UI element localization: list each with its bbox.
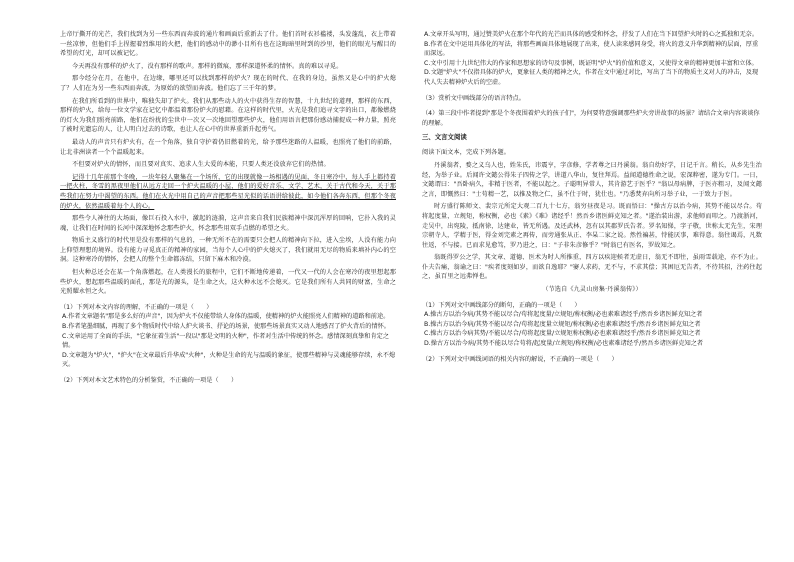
right-column (422, 30, 762, 364)
question-stem: （1）下列对文中画线部分的断句，正确的一项是（ ） (422, 301, 581, 309)
question-option: B.作者在文中运用具体化的写法，将那些画面具体地展现了出来，使人读来感同身受，将火的意义升华到精神的层面，厚重而深远。 (424, 40, 759, 58)
underlined-paragraph: 记得十几年前那个冬晚，一块年轻人聚集在一个场所，它的出现就像一场相遇的见面，冬日寒冷中，每人手上都持着一把火柱，冬雪的黑夜里他们从远方走回一个炉火温暖的小屋，他们的爱好音乐、文学、艺术，关于古代和今天，关于那些我们在努力中渴望的东西。他们在火光中用自己的声音把那些星光似的话语讲给彼此，如今他们各奔东西，但那个冬夜的炉火，依然温暖着每个人的心。 (60, 173, 396, 210)
question-option: A.文章开头写明，通过赞美炉火在那个年代的光芒而具体的感受和怀念，抒发了人们在当下回望炉火时的心之孤独和无奈。 (424, 31, 759, 38)
question-option: D.文章题为"炉火"，"炉火"在文章最后升华成"火种"，火种是生命的光与温暖的象征，使那些精神与灵魂能够存续，永不熄灭。 (62, 351, 396, 369)
question-stem: （4）第三段中作者提到"那是个冬夜围着炉火的孩子们"，为何要特意强调那些炉火旁讲故事的场景？请结合文章内容谈谈你的理解。 (422, 110, 760, 127)
article-paragraph: 那今经分在月，在他中，在边缘，哪里还可以找到那样的炉火？现在的时代、在我的身边，虽然又是心中的炉火熄了？人们在为另一些东西而奔波，为原始的欲望而奔波。他们忘了三千年的梦。 (60, 75, 396, 92)
question-option: C.操古方以治今病其势/不能以尽合/苟将起度量/立规矩称权衡/必也素难诸经乎/然吾乡诸医鲜克知之者 (424, 330, 701, 338)
question-stem: （1）下列对本文内容的理解，不正确的一项是（ ） (60, 303, 213, 311)
instruction: 阅读下面文本，完成下列各题。 (422, 149, 511, 157)
question-option: D.操古方以治今病/其势不能以尽合苟将/起度量/立规矩/称权衡/必也素难诸经乎/然吾乡诸医鲜克知之者 (424, 340, 704, 348)
article-paragraph: 今天再没有那样的炉火了，没有那样的歌声。那样的微痕，那样深道怀柔的情怀。真的难以寻觅。 (72, 62, 343, 70)
question-option: A.操古方以治今病/其势不能以尽合/苟将起度量/立规矩/称权衡/必也素难诸经乎/然吾乡诸医鲜克知之者 (424, 311, 703, 319)
article-paragraph: 但火种总还会在某一个角落燃起，在人类漫长的旅程中，它们不断地传递着，一代又一代的人会在寒冷的夜里想起那些炉火，想起那些温暖的面孔，那是光的源头，是生命之火，这火种永远不会熄灭。它是我们所有人共同的财富，生命之光照耀永恒之火。 (60, 269, 396, 296)
classical-paragraph: 丹溪翁者，婺之义乌人也，姓朱氏，讳震亨，字彦修，学者尊之曰丹溪翁。翁自幼好学，日记千言。稍长，从乡先生治经，为举子业。后闻许文懿公得朱子四传之学，讲道八华山，复往拜焉。益闻道德性命之说，宏深粹密，遂为专门。一日，文懿谓曰："吾卧病久，非精于医者，不能以起之。子聪明异常人，其肯游艺于医乎？"翁以母病脾，于医亦粗习，及闻文懿之言，即慨然曰："士苟精一艺，以推及物之仁，虽不仕于时，犹仕也。"乃悉焚弃向所习举子业，一于致力于医。 (422, 161, 762, 198)
question-option: C.文章运用了全面的手法，"它象征着生活"一段以"那是文明的火种"，作者对生活中传统的怀念。感情深刻真挚和肯定之情。 (62, 332, 390, 350)
source-note: （节选自《九灵山房集·丹溪翁传》） (542, 286, 642, 294)
question-stem: （2）下列对本文艺术特色的分析鉴赏，不正确的一项是（ ） (60, 377, 238, 384)
question-stem: （3）赏析文中画线部分的语言特点。 (422, 94, 525, 102)
question-option: C.文中引用十九世纪伟大的作家和思想家的诗句及事例，既证明"炉火"的价值和意义，又使得文章的精神更加丰富和立体。 (424, 59, 758, 67)
article-paragraph: 物质主义盛行的时代里是没有那样的气息的，一种无所不在的需要只会把人的精神向下拉，进入尘埃，人没有能力向上仰望理想的境界。没有能力寻觅真正的精神的家园，当每个人心中的炉火熄灭了，我们就用无尽的物质来填补内心的空洞。这种寒冷的情怀，会把人的整个生命都冻结，只留下麻木和冷漠。 (60, 237, 396, 264)
question-option: D.文题"炉火"不仅指具体的炉火，更象征人类的精神之火，作者在文中通过对比，写出了当下的物质主义对人的冲击，及现代人失去精神炉火后的空虚。 (424, 69, 759, 86)
section-title: 三、文言文阅读 (422, 133, 467, 142)
question-stem: （2）下列对文中画线词语的相关内容的解说，不正确的一项是（ ） (422, 355, 618, 363)
question-option: A.作者文章题名"那是多么好的声音"，因为炉火不仅能带给人身体的温暖，使精神的炉火能照亮人们精神的道路和前途。 (62, 313, 390, 321)
article-paragraph: 那些令人神往的大场面，像巨石投入水中，激起的涟漪，这声音来自我们民族精神中深沉浑厚的回响，它扑入我的灵魂，让我们在时间的长河中深深地怀念那些炉火，怀念那些用双手点燃的希望之火。 (60, 215, 396, 232)
article-paragraph: 上帝厅撕开的光芒，我们找到为另一些东西而奔波的通片和画面后重新去了什。他们首时衣衫褴褛，头发蓬乱，衣上带着一丝凉惨，但他们手上捏握着烈维用的火把，他们的感动中的渺小目所有也在这晦暗里时到的沙里，他们的眼光与醒目的希望的灯光，却可以被记忆。 (60, 31, 396, 58)
classical-paragraph: 翁既得罗公之学，其文章、道德、医术为时人所推重，四方以疾迎候者无虚日，翁无不即往，虽雨雪载途，亦不为止。仆夫告痛，翁谕之曰："疾者度刻如岁，而欲自逸耶？"窭人求药，无不与，不求其偿；其困厄无告者，不待其招，注药往起之，虽百里之远弗惮也。 (422, 254, 762, 281)
article-paragraph: 在我们所看到的世界中，唯独失却了炉火。我们从那些动人的火中获得生存的智慧，十九世纪的道理，那样的东西，那样的炉火，给每一位文学家在记忆中都温着那份炉火的慰藉。在这样的时代里，火光是我们追寻文字的出口，都像燃烧的灯火为我们照亮前路，他们在纷扰的尘世中一次又一次地回望那些炉火，他们用语言把那份感动捕捉成一种力量，照亮了被时光遗忘的人，让人明白过去的诗歌，也让人在心中的世界重新升起勇气。 (60, 97, 396, 134)
question-option: B.作者笔墨细腻，再现了多个物质时代中给人炉火谈书、抒论的场景，使那些场景真实又动人地感召了炉火背后的情怀。 (62, 323, 390, 331)
article-paragraph: 最动人的声音只有炉火有，在一个角落，独自守护着仍旧燃着的光，给予那些迷路的人温暖，也照亮了他们的前路，让北非洲读者一个个温暖起来。 (60, 138, 396, 156)
left-column (60, 30, 396, 386)
question-option: B.操古方以治今病/其势不能以尽合/苟将起度量立规矩/称权衡/必也素难诸经乎/然吾乡诸医鲜克知之者 (424, 320, 701, 328)
article-paragraph: 不但要对炉火的情怀，而且要对真实、追求人生大爱的本能，只要人类还没放弃它们的热情。 (72, 161, 330, 169)
classical-paragraph: 时方盛行陈师文、裴宗元所定大观二百九十七方，翁穷昼夜是习。既而悟曰："操古方以治今病，其势不能以尽合。苟将起度量，立规矩，称权衡，必也《素》《难》诸经乎！然吾乡诸医鲜克知之者。"遂治装出游，求他师而叩之。乃渡浙河，走吴中，出宛陵，抵南徐，达建业，皆无所遇。及还武林，忽有以其郡罗氏告者。罗名知悌，字子敬，世称太无先生，宋理宗朝寺人，学精于医，得金刘完素之再传，而旁通张从正、李杲二家之说。然性褊甚，恃能厌事，难得意。翁往谒焉，凡数往返，不与接。已而求见愈笃，罗乃进之，曰："子非朱彦修乎？"时翁已有医名，罗故知之。 (422, 203, 762, 249)
